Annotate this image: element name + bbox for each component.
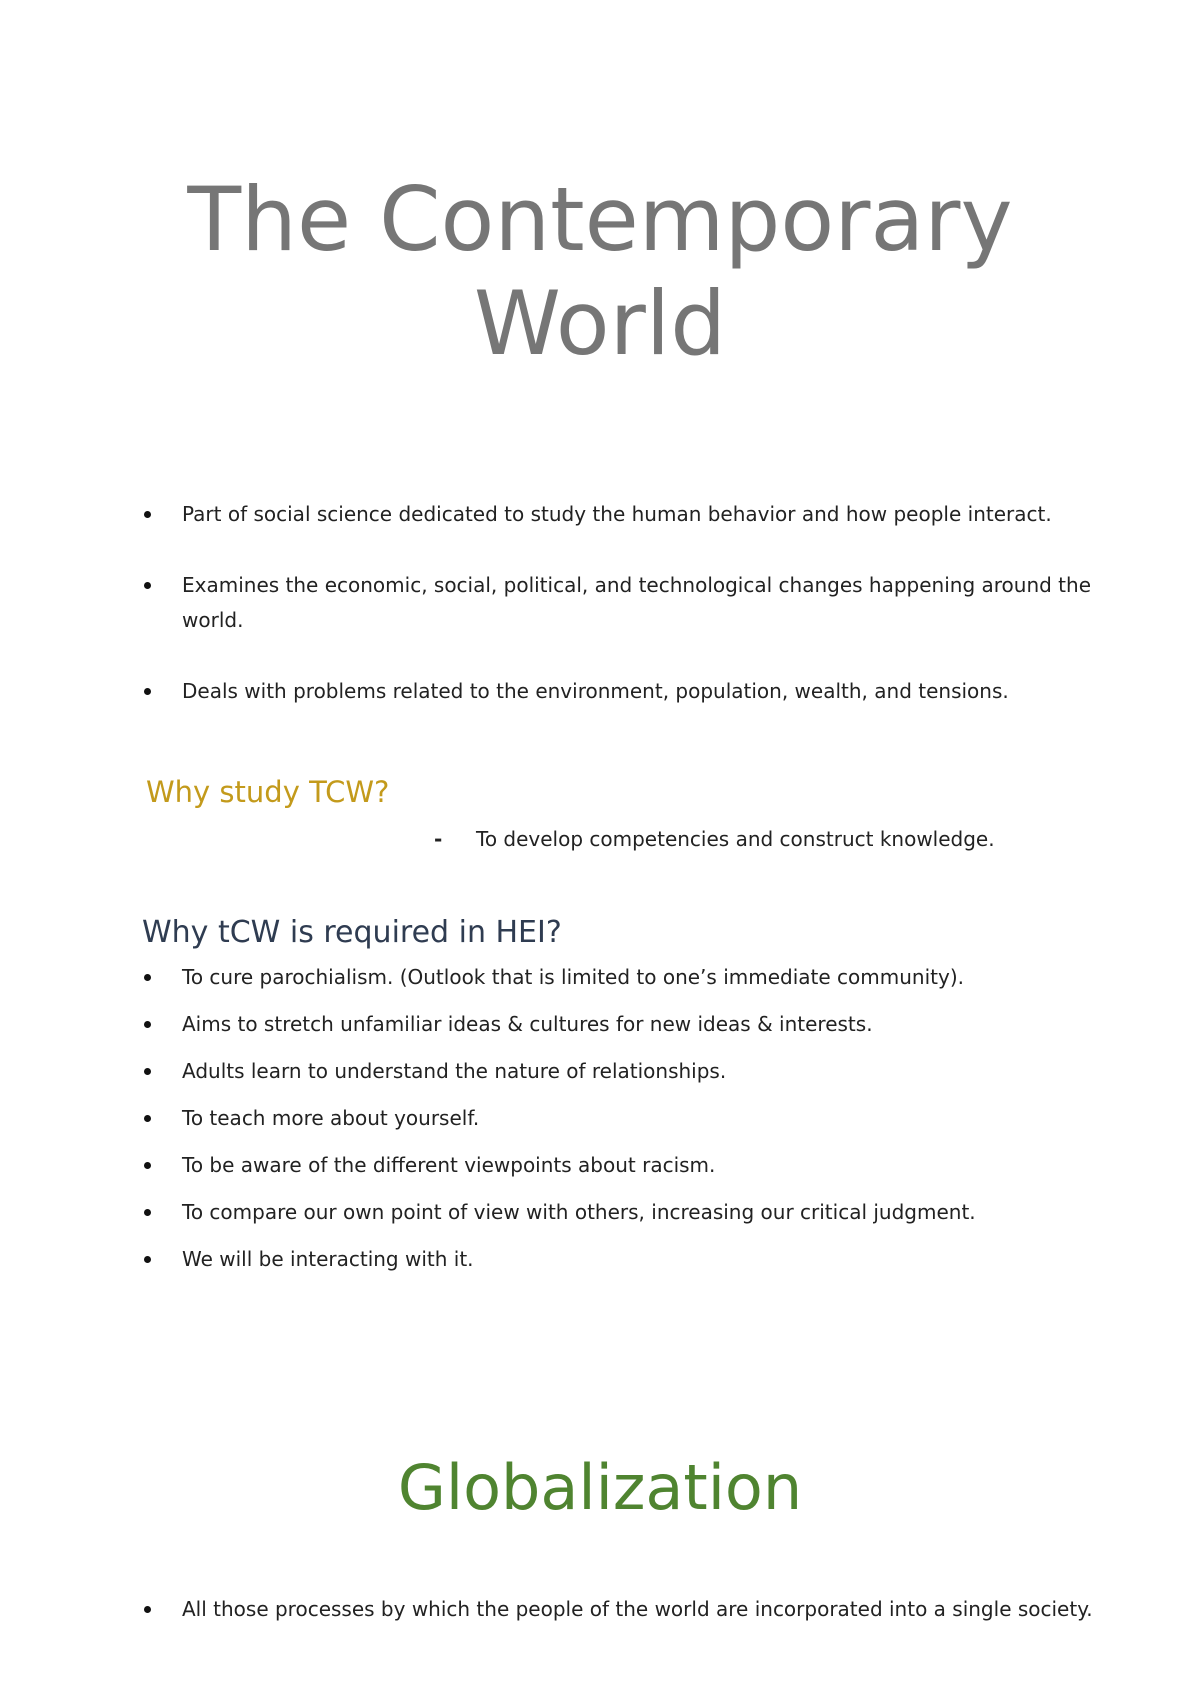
list-item-text: Aims to stretch unfamiliar ideas & cultures for new ideas & interests. [182, 1012, 873, 1036]
bullet-icon [144, 1068, 151, 1075]
list-item [0, 1148, 1200, 1183]
dash-icon: - [434, 827, 443, 851]
list-item [0, 497, 1200, 532]
list-item-text: All those processes by which the people of the world are incorporated into a single society. [182, 1597, 1093, 1621]
list-item-text: Adults learn to understand the nature of relationships. [182, 1059, 727, 1083]
list-item [0, 674, 1200, 709]
bullet-icon [144, 1115, 151, 1122]
bullet-icon [144, 974, 151, 981]
globalization-bullet-list [0, 1592, 1200, 1627]
bullet-icon [144, 1021, 151, 1028]
bullet-icon [144, 1256, 151, 1263]
intro-bullet-list [0, 497, 1200, 745]
bullet-icon [144, 1162, 151, 1169]
list-item [0, 1101, 1200, 1136]
list-item [0, 1195, 1200, 1230]
why-study-heading: Why study TCW? [146, 775, 390, 809]
list-item-text: To cure parochialism. (Outlook that is limited to one’s immediate community). [182, 965, 964, 989]
list-item-text: Deals with problems related to the environment, population, wealth, and tensions. [182, 679, 1009, 703]
why-study-answer-text: To develop competencies and construct knowledge. [476, 827, 995, 851]
list-item [0, 1242, 1200, 1277]
why-required-bullet-list [0, 960, 1200, 1289]
title-line-2: World [473, 272, 727, 375]
list-item-text: To be aware of the different viewpoints about racism. [182, 1153, 716, 1177]
list-item [0, 960, 1200, 995]
list-item [0, 568, 1200, 638]
bullet-icon [144, 511, 151, 518]
list-item [0, 1054, 1200, 1089]
list-item-text: Part of social science dedicated to study the human behavior and how people interact. [182, 502, 1052, 526]
list-item [0, 1007, 1200, 1042]
list-item-text: We will be interacting with it. [182, 1247, 474, 1271]
globalization-heading: Globalization [397, 1451, 803, 1524]
bullet-icon [144, 688, 151, 695]
bullet-icon [144, 1606, 151, 1613]
list-item-text: Examines the economic, social, political, and technological changes happening around the world. [182, 573, 1092, 632]
why-required-heading: Why tCW is required in HEI? [142, 915, 562, 950]
bullet-icon [144, 582, 151, 589]
document-title [0, 168, 1200, 376]
list-item [0, 1592, 1200, 1627]
list-item-text: To compare our own point of view with others, increasing our critical judgment. [182, 1200, 976, 1224]
bullet-icon [144, 1209, 151, 1216]
list-item-text: To teach more about yourself. [182, 1106, 480, 1130]
title-line-1: The Contemporary [187, 168, 1013, 271]
